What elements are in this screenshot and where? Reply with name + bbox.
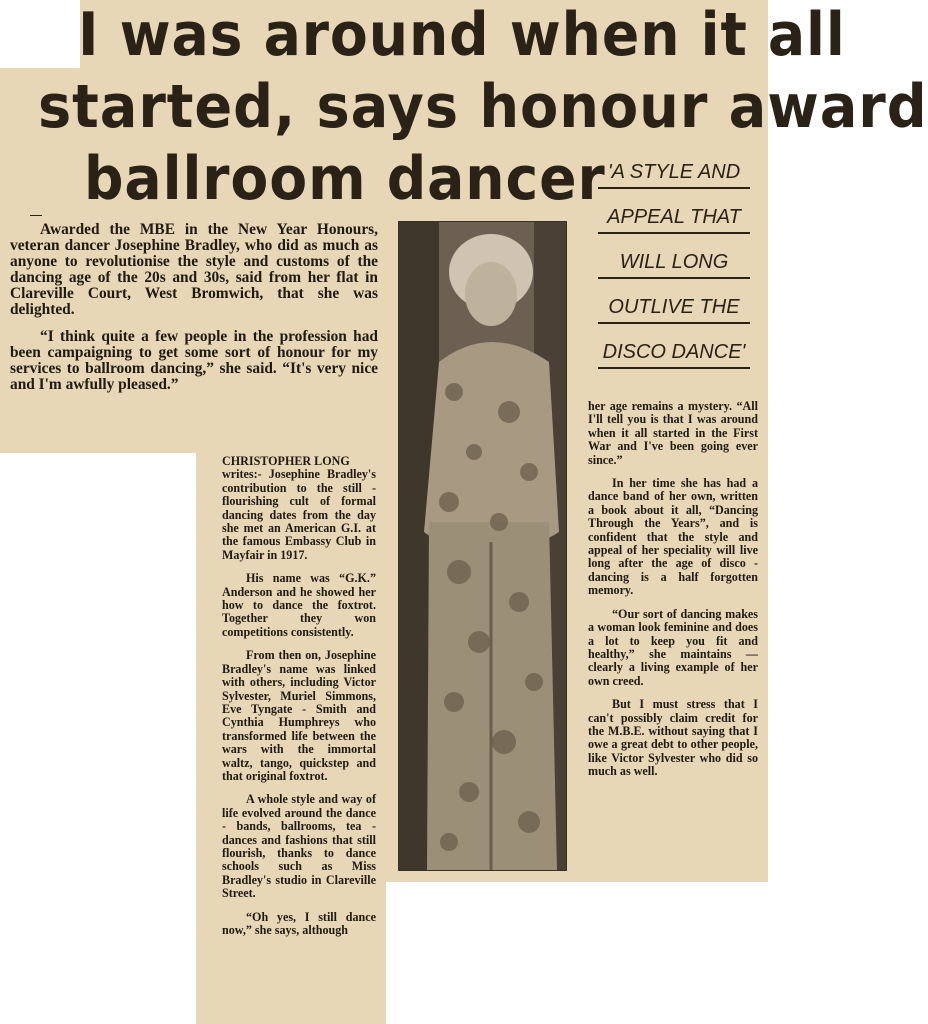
column-paragraph: “Oh yes, I still dance now,” she says, although xyxy=(222,909,376,937)
column-2 xyxy=(588,400,758,789)
lead-paragraph: Awarded the MBE in the New Year Honours, veteran dancer Josephine Bradley, who did as much as anyone to revolutionise the style and customs of the dancing age of the 20s and 30s, said from her flat in Clareville Court, West Bromwich, that she was delighted. xyxy=(10,221,378,319)
pull-quote-line: DISCO DANCE' xyxy=(598,341,750,369)
pull-quote-line: 'A STYLE AND xyxy=(598,161,750,189)
pull-quote-line: WILL LONG xyxy=(598,251,750,279)
column-paragraph: But I must stress that I can't possibly claim credit for the M.B.E. without saying that I owe a great debt to other people, like Victor Sylvester who did so much as well. xyxy=(588,697,758,779)
headline-line-2: started, says honour award xyxy=(38,72,928,142)
headline-line-3: ballroom dancer xyxy=(84,144,606,214)
column-1 xyxy=(222,455,376,947)
lead-paragraph: “I think quite a few people in the profession had been campaigning to get some sort of honour for my services to ballroom dancing,” she said. “It's very nice and I'm awfully pleased.” xyxy=(10,327,378,393)
column-paragraph xyxy=(222,455,376,562)
pull-quote-line: OUTLIVE THE xyxy=(598,296,750,324)
pull-quote-line: APPEAL THAT xyxy=(598,206,750,234)
column-paragraph: His name was “G.K.” Anderson and he showed her how to dance the foxtrot. Together they won competitions consistently. xyxy=(222,571,376,639)
column-paragraph: From then on, Josephine Bradley's name was linked with others, including Victor Sylvester, Muriel Simmons, Eve Tyngate - Smith and Cynthia Humphreys who transformed life between the wars with the immortal waltz, tango, quickstep and that original foxtrot. xyxy=(222,648,376,783)
divider xyxy=(30,215,42,216)
column-paragraph: her age remains a mystery. “All I'll tell you is that I was around when it all started in the First War and I've been going ever since.” xyxy=(588,399,758,467)
byline-text: writes:- Josephine Bradley's contribution to the still - flourishing cult of formal dancing dates from the day she met an American G.I. at the famous Embassy Club in Mayfair in 1917. xyxy=(222,467,376,562)
pull-quote xyxy=(598,161,750,386)
column-paragraph: A whole style and way of life evolved around the dance - bands, ballrooms, tea - dances and fashions that still flourish, thanks to dance schools such as Miss Bradley's studio in Clareville Street. xyxy=(222,792,376,901)
byline: CHRISTOPHER LONG xyxy=(222,454,350,468)
dancer-photo xyxy=(398,221,567,871)
headline-line-1: I was around when it all xyxy=(78,0,846,70)
lead-text xyxy=(10,222,378,403)
column-paragraph: In her time she has had a dance band of her own, written a book about it all, “Dancing Through the Years”, and is confident that the style and appeal of her speciality will live long after the age of disco - dancing is a half forgotten memory. xyxy=(588,476,758,598)
column-paragraph: “Our sort of dancing makes a woman look feminine and does a lot to keep you fit and healthy,” she maintains — clearly a living example of her own creed. xyxy=(588,606,758,688)
